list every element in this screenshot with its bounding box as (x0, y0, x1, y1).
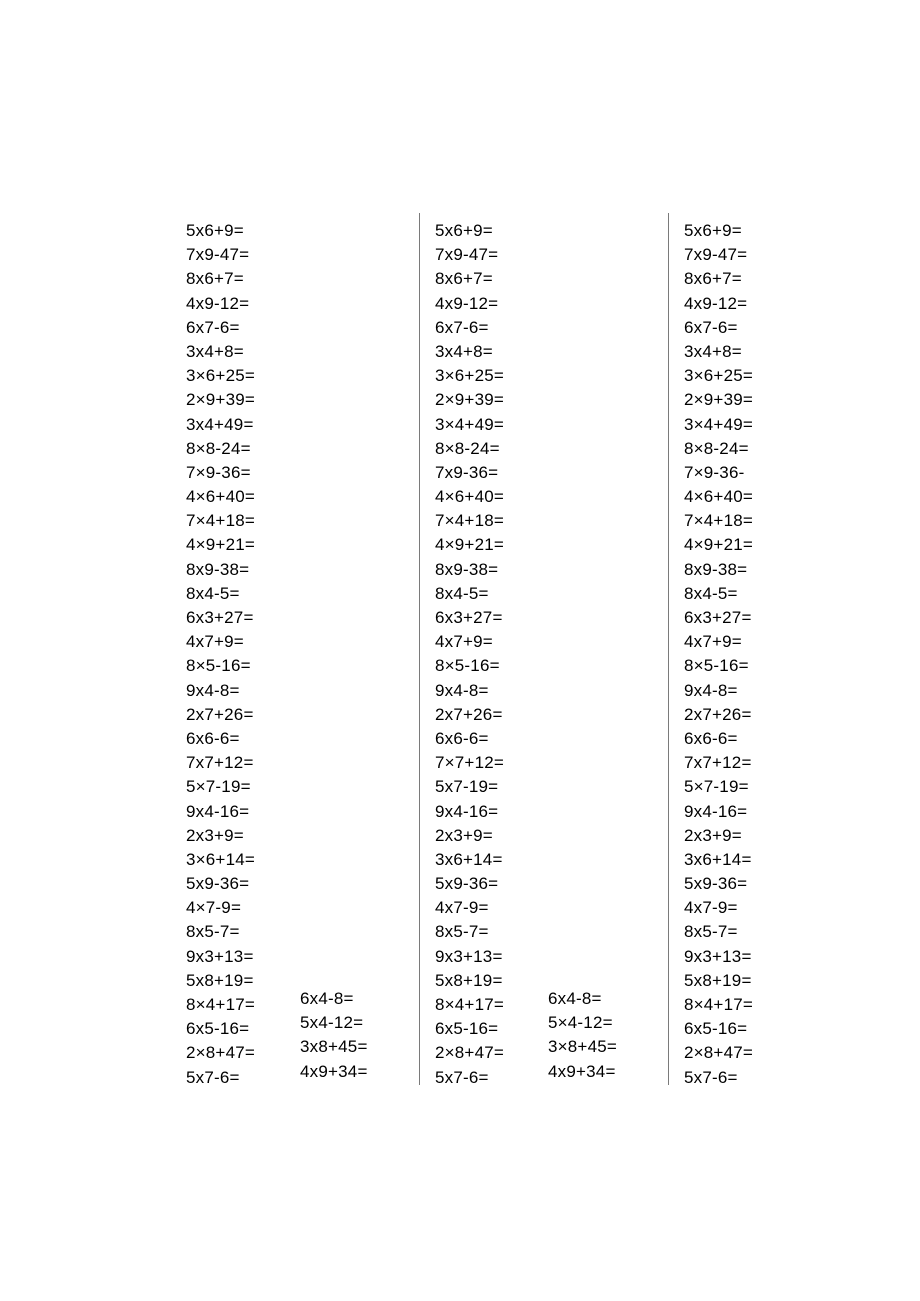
problem: 2x7+26= (684, 704, 752, 724)
problem: 6x7-6= (684, 317, 738, 337)
problem: 8×5-16= (186, 656, 251, 676)
problem: 4x9-12= (684, 293, 748, 313)
extra-problem: 4x9+34= (548, 1061, 616, 1081)
problem: 8x9-38= (435, 559, 499, 579)
problem: 7×9-36- (684, 462, 745, 482)
problem: 4×6+40= (186, 487, 256, 507)
problem: 8x6+7= (186, 269, 244, 289)
problem: 7x9-47= (684, 245, 748, 265)
problem: 2x7+26= (435, 704, 503, 724)
problem: 9x3+13= (186, 946, 254, 966)
problem: 8x9-38= (186, 559, 250, 579)
problem: 2×8+47= (684, 1043, 754, 1063)
problem: 4x9-12= (435, 293, 499, 313)
problem: 4x7-9= (435, 898, 489, 918)
problem: 3x6+14= (684, 849, 752, 869)
problem: 4×6+40= (684, 487, 754, 507)
extra-problem: 3×8+45= (548, 1037, 618, 1057)
problem: 2×9+39= (684, 390, 754, 410)
problem: 5x9-36= (684, 874, 748, 894)
problem: 2×9+39= (186, 390, 256, 410)
problem: 8×8-24= (435, 438, 500, 458)
problem: 7×4+18= (186, 511, 256, 531)
problem: 6x6-6= (435, 728, 489, 748)
problem: 2×8+47= (186, 1043, 256, 1063)
problem: 3x4+49= (186, 414, 254, 434)
problem: 6x7-6= (186, 317, 240, 337)
problem: 5x6+9= (435, 221, 493, 240)
problem: 5x8+19= (684, 970, 752, 990)
problem: 3×4+49= (684, 414, 754, 434)
problem: 2x3+9= (684, 825, 742, 845)
problem: 5x8+19= (435, 970, 503, 990)
problem: 9x4-16= (435, 801, 499, 821)
problem: 9x4-8= (435, 680, 489, 700)
problem: 2×9+39= (435, 390, 505, 410)
problem: 5×7-19= (684, 777, 749, 797)
problem: 8×5-16= (435, 656, 500, 676)
problem: 9x3+13= (684, 946, 752, 966)
problem: 6x3+27= (186, 608, 254, 627)
problem: 4x7+9= (435, 632, 493, 652)
problem-column (186, 219, 255, 1090)
problem: 9x4-16= (684, 801, 748, 821)
problem: 5×7-19= (186, 777, 251, 797)
problem: 7×4+18= (435, 511, 505, 531)
problem: 5x8+19= (186, 970, 254, 990)
problem: 8×4+17= (186, 995, 256, 1014)
problem: 2x7+26= (186, 704, 254, 724)
problem: 6x3+27= (435, 608, 503, 627)
problem: 8×4+17= (435, 995, 505, 1014)
problem: 2x3+9= (435, 825, 493, 845)
problem: 3×6+25= (684, 366, 754, 386)
problem-column (435, 219, 504, 1090)
problem: 4×9+21= (684, 535, 754, 555)
problem: 4×7-9= (186, 898, 242, 918)
problem: 3×6+25= (186, 366, 256, 386)
extra-problem: 5×4-12= (548, 1013, 613, 1033)
problem: 3x4+8= (435, 341, 493, 361)
problem-column (684, 219, 753, 1090)
problem: 6x5-16= (186, 1019, 250, 1039)
extra-problem: 6x4-8= (548, 989, 602, 1008)
problem: 6x7-6= (435, 317, 489, 337)
problem: 7×4+18= (684, 511, 754, 531)
problem: 4x7+9= (684, 632, 742, 652)
extra-problem: 4x9+34= (300, 1061, 368, 1081)
problem: 8x4-5= (435, 583, 489, 603)
problem: 8×8-24= (684, 438, 749, 458)
problem: 7x9-47= (186, 245, 250, 265)
problem: 8x6+7= (684, 269, 742, 289)
problem: 7x9-47= (435, 245, 499, 265)
problem: 8x5-7= (186, 922, 240, 942)
problem: 4x7-9= (684, 898, 738, 918)
problem: 6x6-6= (186, 728, 240, 748)
problem: 2x3+9= (186, 825, 244, 845)
problem: 9x4-8= (684, 680, 738, 700)
problem: 5x6+9= (684, 221, 742, 240)
problem: 2×8+47= (435, 1043, 505, 1063)
problem: 8x4-5= (186, 583, 240, 603)
problem: 5x7-6= (186, 1067, 240, 1087)
problem: 3×6+25= (435, 366, 505, 386)
problem: 4×6+40= (435, 487, 505, 507)
problem: 9x4-8= (186, 680, 240, 700)
problem: 8×4+17= (684, 995, 754, 1014)
problem: 7x7+12= (684, 753, 752, 773)
problem: 8×8-24= (186, 438, 251, 458)
problem: 4x9-12= (186, 293, 250, 313)
problem: 9x3+13= (435, 946, 503, 966)
problem: 5x9-36= (435, 874, 499, 894)
problem: 6x5-16= (435, 1019, 499, 1039)
column-divider (668, 213, 669, 1085)
problem: 7x9-36= (435, 462, 499, 482)
problem: 8x5-7= (684, 922, 738, 942)
problem: 3x6+14= (435, 849, 503, 869)
problem: 8x5-7= (435, 922, 489, 942)
problem: 5x7-6= (684, 1067, 738, 1087)
problem: 8x6+7= (435, 269, 493, 289)
problem: 7×9-36= (186, 462, 251, 482)
problem: 3×4+49= (435, 414, 505, 434)
extra-problem-column (300, 987, 368, 1084)
problem: 6x6-6= (684, 728, 738, 748)
problem: 4x7+9= (186, 632, 244, 652)
problem: 5x6+9= (186, 221, 244, 240)
problem: 3x4+8= (684, 341, 742, 361)
problem: 5x7-19= (435, 777, 499, 797)
problem: 9x4-16= (186, 801, 250, 821)
extra-problem: 5x4-12= (300, 1013, 364, 1033)
extra-problem-column (548, 987, 617, 1084)
problem: 4×9+21= (186, 535, 256, 555)
problem: 6x3+27= (684, 608, 752, 627)
problem: 7×7+12= (435, 753, 505, 773)
problem: 5x7-6= (435, 1067, 489, 1087)
problem: 4×9+21= (435, 535, 505, 555)
extra-problem: 3x8+45= (300, 1037, 368, 1057)
extra-problem: 6x4-8= (300, 989, 354, 1008)
problem: 8x9-38= (684, 559, 748, 579)
problem: 6x5-16= (684, 1019, 748, 1039)
problem: 3x4+8= (186, 341, 244, 361)
problem: 8×5-16= (684, 656, 749, 676)
problem: 7x7+12= (186, 753, 254, 773)
problem: 3×6+14= (186, 849, 256, 869)
problem: 5x9-36= (186, 874, 250, 894)
column-divider (419, 213, 420, 1085)
problem: 8x4-5= (684, 583, 738, 603)
